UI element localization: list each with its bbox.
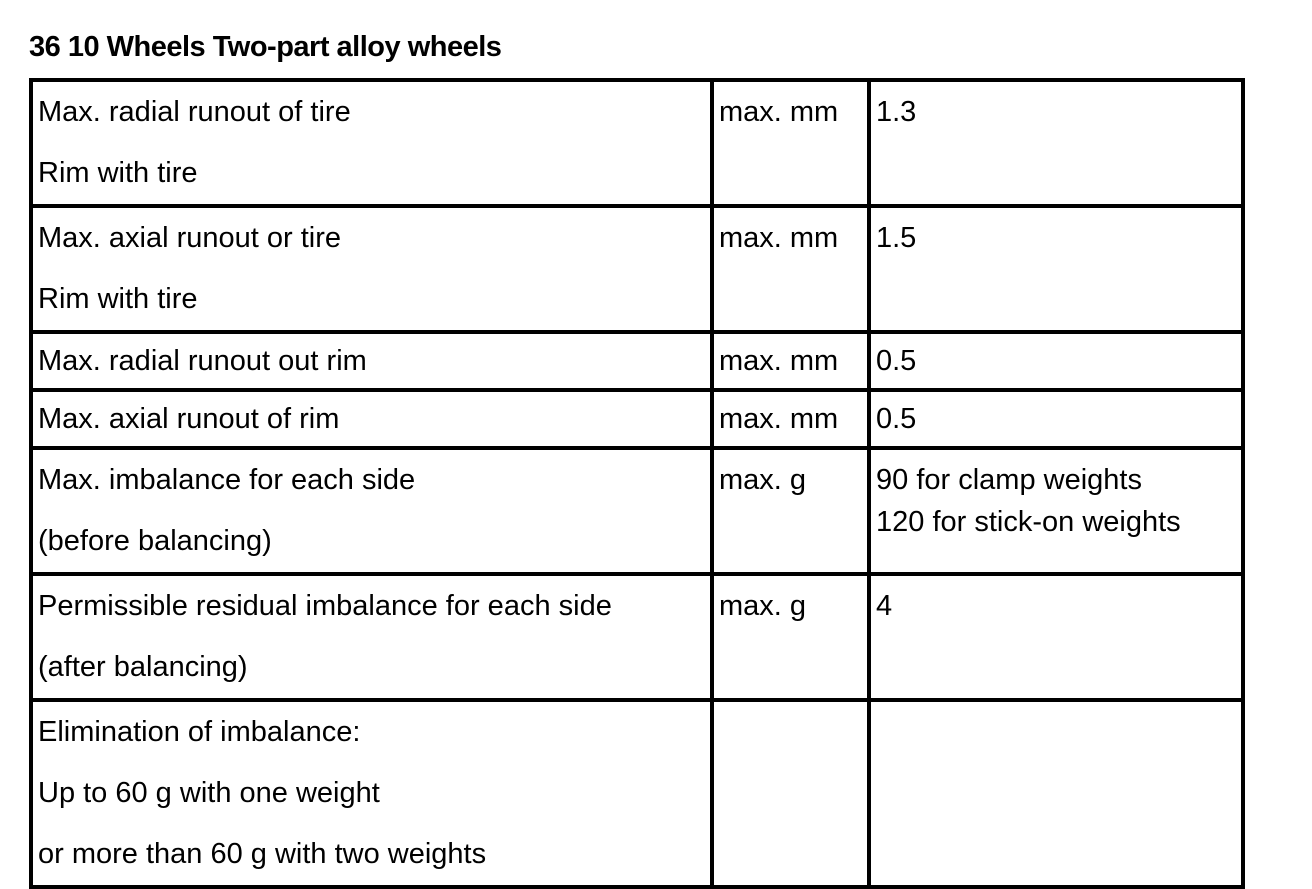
table-row xyxy=(31,332,1243,390)
unit-cell xyxy=(712,700,869,887)
description-line: Rim with tire xyxy=(38,283,198,315)
table-row xyxy=(31,206,1243,332)
value-cell xyxy=(869,700,1243,887)
table-row xyxy=(31,574,1243,700)
description-line: Max. axial runout or tire xyxy=(38,222,342,254)
description-cell xyxy=(31,332,712,390)
value-cell xyxy=(869,574,1243,700)
unit-text: max. g xyxy=(719,590,807,622)
description-line: Permissible residual imbalance for each side xyxy=(38,590,612,622)
value-text: 1.5 xyxy=(876,222,917,254)
unit-cell xyxy=(712,80,869,206)
value-cell xyxy=(869,390,1243,448)
description-cell xyxy=(31,390,712,448)
unit-text: max. mm xyxy=(719,222,839,254)
description-line: Max. axial runout of rim xyxy=(38,403,340,435)
unit-text: max. mm xyxy=(719,403,839,435)
unit-cell xyxy=(712,448,869,574)
table-row xyxy=(31,80,1243,206)
value-cell xyxy=(869,80,1243,206)
unit-cell xyxy=(712,574,869,700)
description-cell xyxy=(31,574,712,700)
unit-cell xyxy=(712,390,869,448)
table-row xyxy=(31,390,1243,448)
value-text: 90 for clamp weights xyxy=(876,464,1142,496)
unit-cell xyxy=(712,332,869,390)
page-title: 36 10 Wheels Two-part alloy wheels xyxy=(29,31,502,63)
description-line: Rim with tire xyxy=(38,157,198,189)
description-cell xyxy=(31,80,712,206)
unit-cell xyxy=(712,206,869,332)
description-cell xyxy=(31,700,712,887)
description-line: (before balancing) xyxy=(38,525,272,557)
table-body xyxy=(31,80,1243,887)
value-text: 4 xyxy=(876,590,893,622)
description-line: Up to 60 g with one weight xyxy=(38,777,380,809)
value-cell xyxy=(869,206,1243,332)
unit-text: max. g xyxy=(719,464,807,496)
description-line: or more than 60 g with two weights xyxy=(38,838,487,870)
description-line: Max. radial runout of tire xyxy=(38,96,351,128)
description-cell xyxy=(31,448,712,574)
table-row xyxy=(31,448,1243,574)
unit-text: max. mm xyxy=(719,96,839,128)
value-text: 0.5 xyxy=(876,345,917,377)
value-cell xyxy=(869,332,1243,390)
value-cell xyxy=(869,448,1243,574)
description-line: (after balancing) xyxy=(38,651,248,683)
description-line: Max. radial runout out rim xyxy=(38,345,367,377)
table-row xyxy=(31,700,1243,887)
description-cell xyxy=(31,206,712,332)
value-text: 1.3 xyxy=(876,96,917,128)
specification-table xyxy=(29,78,1245,889)
description-line: Elimination of imbalance: xyxy=(38,716,361,748)
unit-text: max. mm xyxy=(719,345,839,377)
description-line: Max. imbalance for each side xyxy=(38,464,416,496)
value-text: 0.5 xyxy=(876,403,917,435)
value-text: 120 for stick-on weights xyxy=(876,506,1181,538)
